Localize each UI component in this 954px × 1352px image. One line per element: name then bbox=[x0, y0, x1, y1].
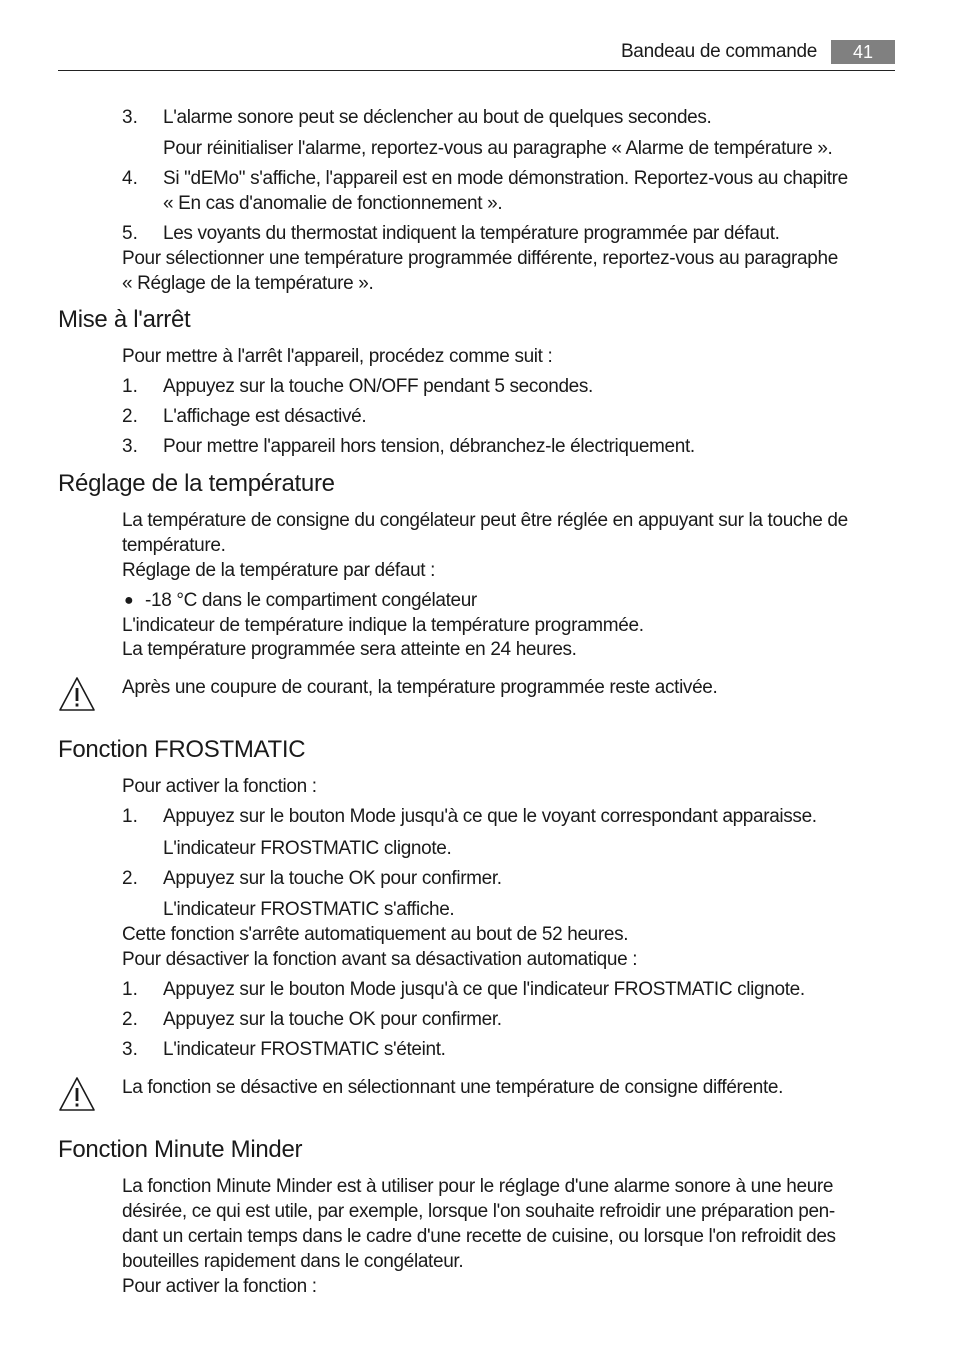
bullet-item: -18 °C dans le compartiment congélateur bbox=[145, 590, 477, 611]
bullet-icon: ● bbox=[124, 592, 134, 609]
list-item-text: Pour mettre l'appareil hors tension, débranchez-le électriquement. bbox=[163, 436, 695, 457]
list-item-text: L'alarme sonore peut se déclencher au bout de quelques secondes. bbox=[163, 107, 712, 128]
list-item-text: « En cas d'anomalie de fonctionnement ». bbox=[163, 193, 503, 214]
list-number: 2. bbox=[122, 868, 138, 889]
list-number: 1. bbox=[122, 979, 138, 1000]
list-item-text: Appuyez sur la touche OK pour confirmer. bbox=[163, 1009, 502, 1030]
list-item-text: L'indicateur FROSTMATIC s'éteint. bbox=[163, 1039, 446, 1060]
page-number: 41 bbox=[831, 40, 895, 64]
paragraph: Réglage de la température par défaut : bbox=[122, 560, 436, 581]
list-number: 3. bbox=[122, 107, 138, 128]
list-item-text: L'indicateur FROSTMATIC s'affiche. bbox=[163, 899, 455, 920]
list-number: 1. bbox=[122, 806, 138, 827]
list-item-text: L'affichage est désactivé. bbox=[163, 406, 367, 427]
list-number: 3. bbox=[122, 1039, 138, 1060]
warning-text: La fonction se désactive en sélectionnant une température de consigne différente. bbox=[122, 1077, 784, 1098]
warning-icon bbox=[58, 676, 96, 712]
paragraph: L'indicateur de température indique la température programmée. bbox=[122, 615, 644, 636]
paragraph: Pour mettre à l'arrêt l'appareil, procédez comme suit : bbox=[122, 346, 553, 367]
paragraph: La fonction Minute Minder est à utiliser pour le réglage d'une alarme sonore à une heure bbox=[122, 1176, 834, 1197]
list-item-text: Appuyez sur le bouton Mode jusqu'à ce que le voyant correspondant apparaisse. bbox=[163, 806, 817, 827]
section-heading-reglage: Réglage de la température bbox=[58, 470, 335, 497]
paragraph: bouteilles rapidement dans le congélateur. bbox=[122, 1251, 464, 1272]
list-item-text: Appuyez sur la touche OK pour confirmer. bbox=[163, 868, 502, 889]
list-item-text: Si "dEMo" s'affiche, l'appareil est en mode démonstration. Reportez-vous au chapitre bbox=[163, 168, 848, 189]
paragraph: Pour activer la fonction : bbox=[122, 776, 317, 797]
list-item-text: Appuyez sur la touche ON/OFF pendant 5 secondes. bbox=[163, 376, 593, 397]
paragraph: Pour sélectionner une température programmée différente, reportez-vous au paragraphe bbox=[122, 248, 838, 269]
list-item-text: L'indicateur FROSTMATIC clignote. bbox=[163, 838, 452, 859]
paragraph: dant un certain temps dans le cadre d'une recette de cuisine, ou lorsque l'on refroidit des bbox=[122, 1226, 836, 1247]
section-heading-minute-minder: Fonction Minute Minder bbox=[58, 1136, 303, 1163]
paragraph: « Réglage de la température ». bbox=[122, 273, 374, 294]
list-item-text: Appuyez sur le bouton Mode jusqu'à ce que l'indicateur FROSTMATIC clignote. bbox=[163, 979, 805, 1000]
paragraph: Pour activer la fonction : bbox=[122, 1276, 317, 1297]
section-heading-mise-a-l-arret: Mise à l'arrêt bbox=[58, 306, 191, 333]
list-item-text: Les voyants du thermostat indiquent la température programmée par défaut. bbox=[163, 223, 780, 244]
section-heading-frostmatic: Fonction FROSTMATIC bbox=[58, 736, 306, 763]
list-number: 2. bbox=[122, 406, 138, 427]
paragraph: désirée, ce qui est utile, par exemple, lorsque l'on souhaite refroidir une préparation pen- bbox=[122, 1201, 835, 1222]
paragraph: La température de consigne du congélateur peut être réglée en appuyant sur la touche de bbox=[122, 510, 848, 531]
list-number: 2. bbox=[122, 1009, 138, 1030]
paragraph: température. bbox=[122, 535, 226, 556]
list-number: 4. bbox=[122, 168, 138, 189]
list-number: 5. bbox=[122, 223, 138, 244]
list-item-text: Pour réinitialiser l'alarme, reportez-vous au paragraphe « Alarme de température ». bbox=[163, 138, 833, 159]
paragraph: Cette fonction s'arrête automatiquement au bout de 52 heures. bbox=[122, 924, 629, 945]
page-header bbox=[58, 40, 895, 71]
list-number: 3. bbox=[122, 436, 138, 457]
paragraph: Pour désactiver la fonction avant sa désactivation automatique : bbox=[122, 949, 638, 970]
paragraph: La température programmée sera atteinte en 24 heures. bbox=[122, 639, 577, 660]
warning-text: Après une coupure de courant, la température programmée reste activée. bbox=[122, 677, 718, 698]
list-number: 1. bbox=[122, 376, 138, 397]
header-title: Bandeau de commande bbox=[620, 41, 817, 62]
warning-icon bbox=[58, 1076, 96, 1112]
